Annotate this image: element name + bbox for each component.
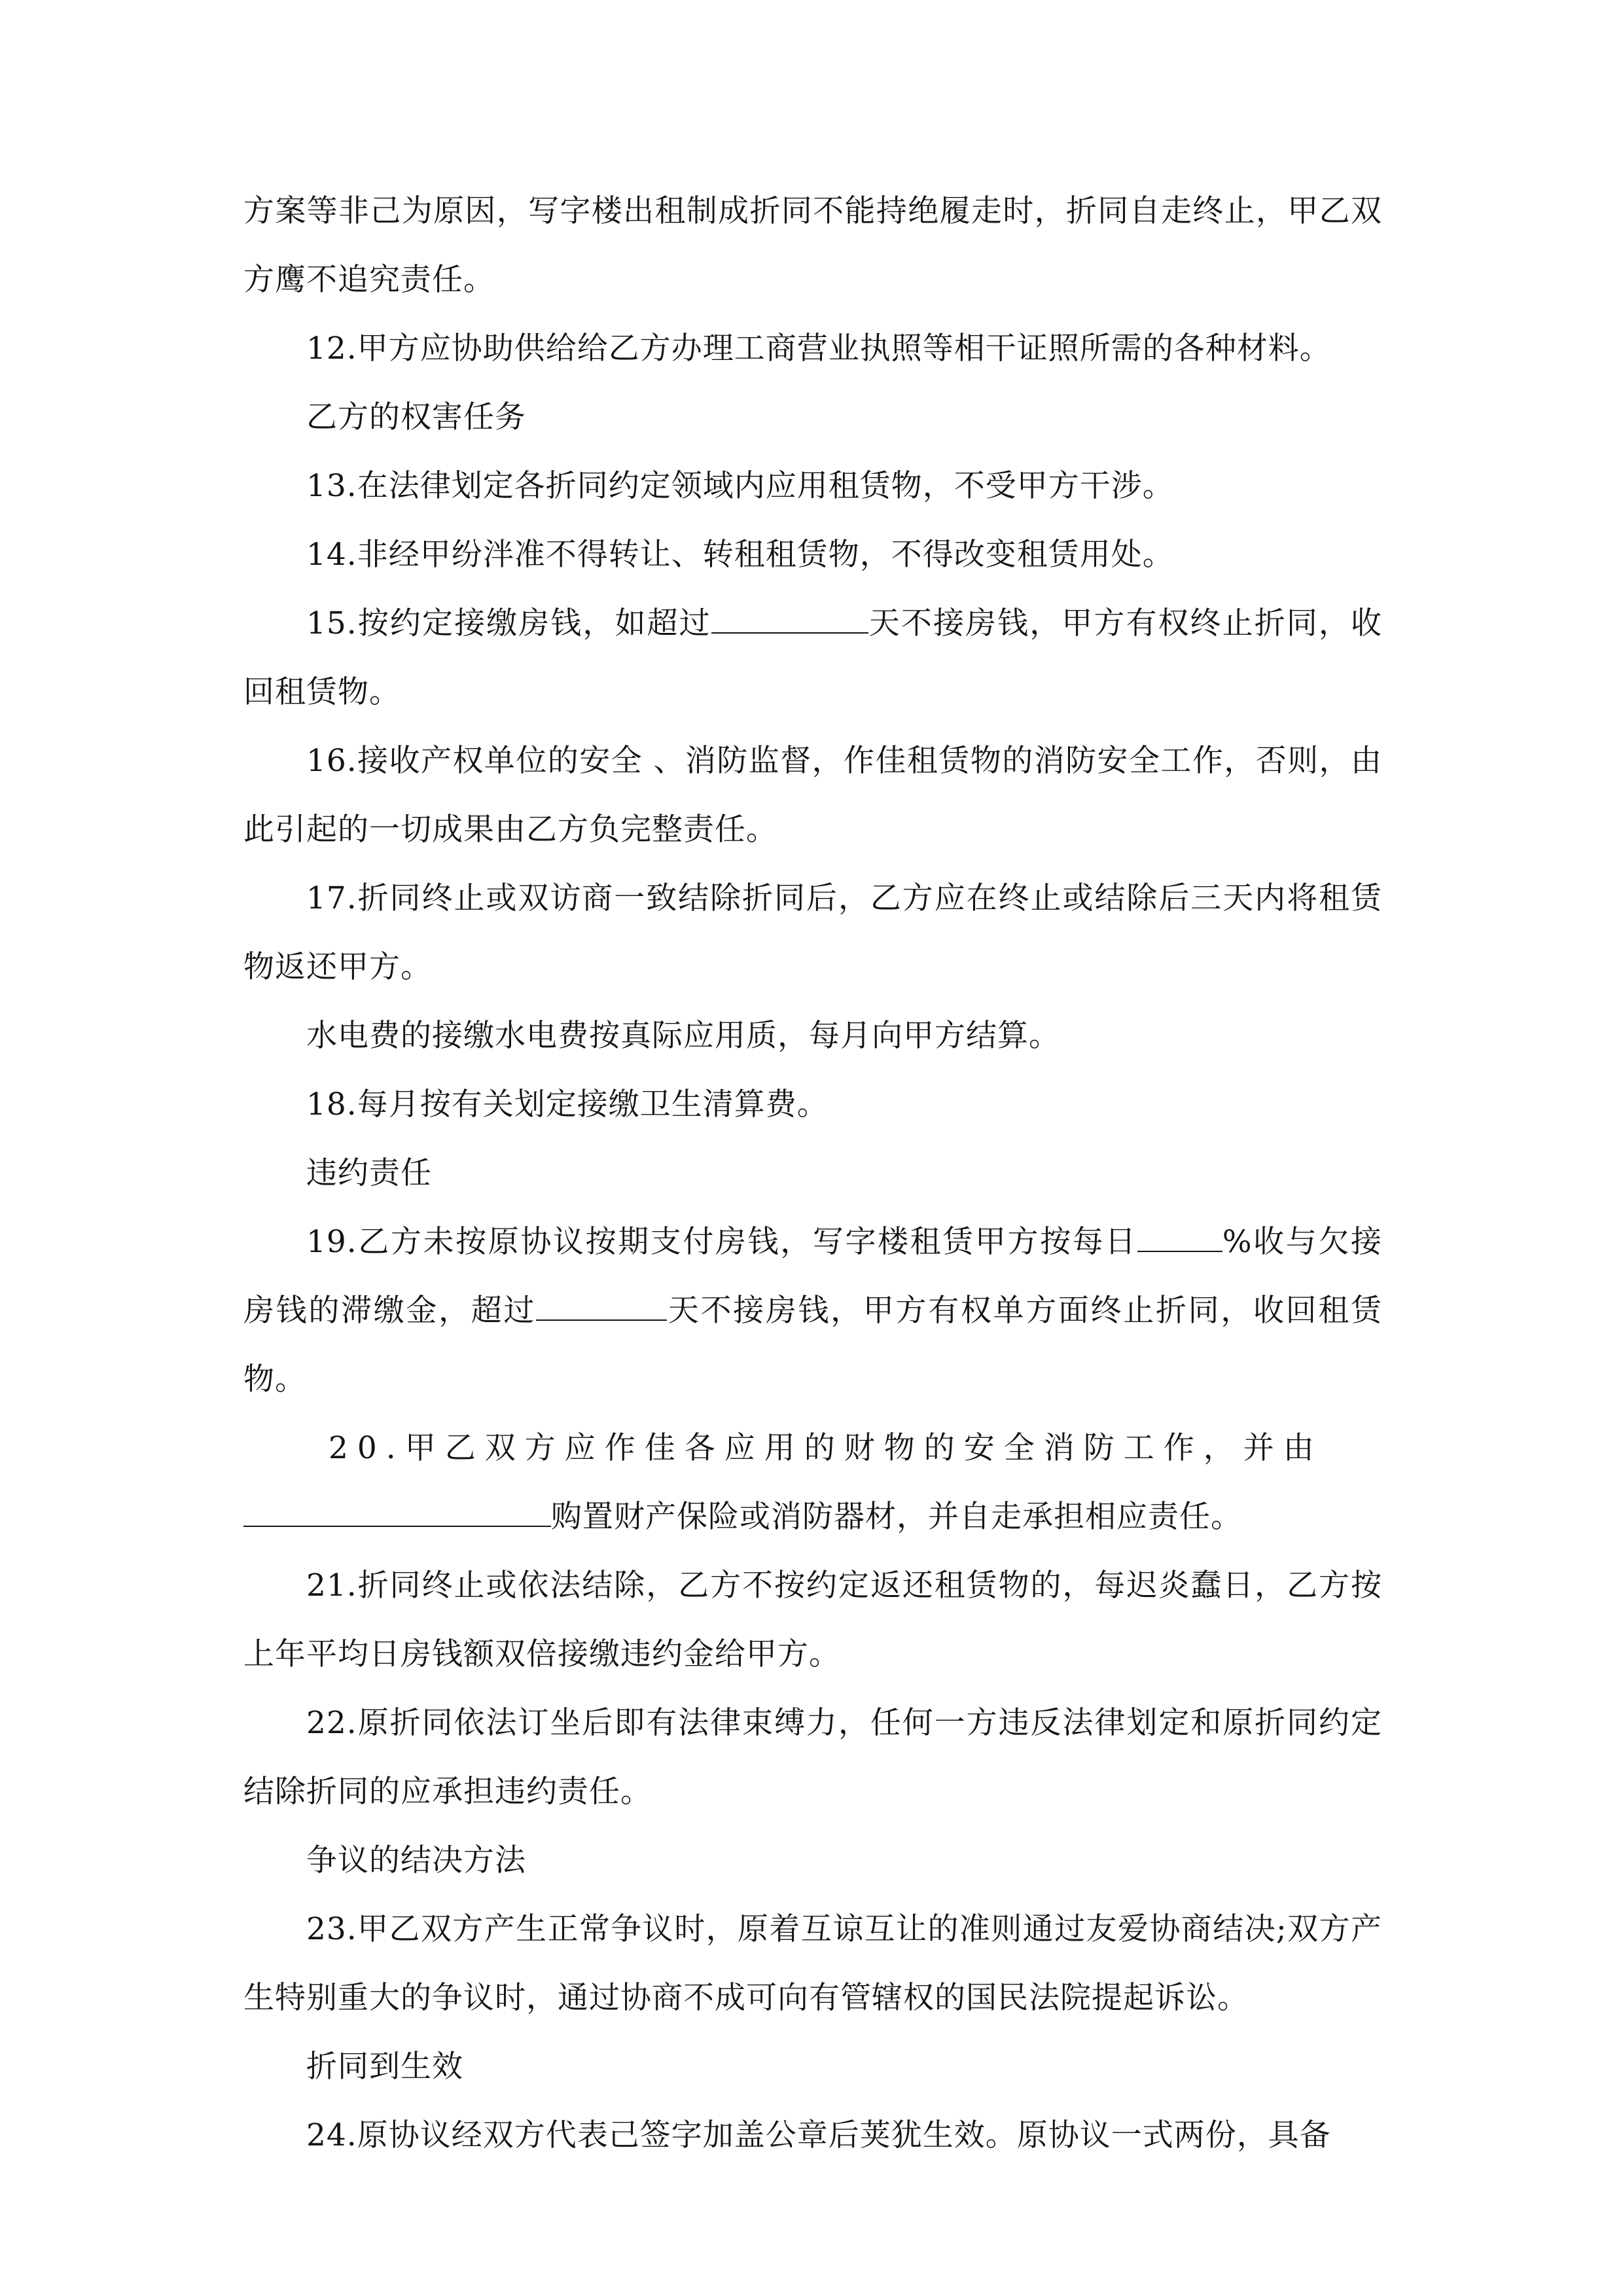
clause-15 — [243, 589, 1382, 726]
fill-in-blank — [536, 1295, 667, 1321]
clause-19-text-a: 19.乙方未按原协议按期支付房钱，写字楼租赁甲方按每日 — [306, 1224, 1137, 1260]
clause-22: 22.原折同依法订坐后即有法律束缚力，任何一方违反法律划定和原折同约定结除折同的应承担违约责任。 — [243, 1705, 1382, 1810]
section-heading-breach: 违约责任 — [306, 1155, 432, 1191]
section-heading-dispute: 争议的结决方法 — [306, 1842, 526, 1878]
clause-19-text-c: 天不接房钱，甲方有权单方面终止折同，收回租赁物。 — [243, 1293, 1383, 1397]
fill-in-blank — [711, 607, 868, 634]
clause-16: 16.接收产权单位的安全 、消防监督，作佳租赁物的消防安全工作，否则，由此引起的一切成果由乙方负完整责任。 — [243, 743, 1382, 848]
section-heading-effectiveness: 折同到生效 — [306, 2049, 463, 2085]
clause-23: 23.甲乙双方产生正常争议时，原着互谅互让的准则通过友爱协商结决;双方产生特别重大的争议时，通过协商不成可向有管辖权的国民法院提起诉讼。 — [243, 1911, 1382, 2016]
clause-20-continued — [243, 1482, 1382, 1551]
clause-13: 13.在法律划定各折同约定领域内应用租赁物，不受甲方干涉。 — [306, 468, 1174, 504]
fill-in-blank — [1137, 1226, 1222, 1252]
utilities-paragraph: 水电费的接缴水电费按真际应用质，每月向甲方结算。 — [306, 1018, 1060, 1054]
section-heading-tenant-rights: 乙方的权害任务 — [306, 399, 526, 435]
clause-19 — [243, 1208, 1382, 1414]
clause-12: 12.甲方应协助供给给乙方办理工商营业执照等相干证照所需的各种材料。 — [306, 331, 1331, 367]
clause-18: 18.每月按有关划定接缴卫生清算费。 — [306, 1086, 829, 1122]
clause-21: 21.折同终止或依法结除，乙方不按约定返还租赁物的，每迟炎蠢日，乙方按上年平均日房钱额双倍接缴违约金给甲方。 — [243, 1568, 1382, 1672]
fill-in-blank — [243, 1501, 551, 1527]
clause-14: 14.非经甲纷泮准不得转让、转租租赁物，不得改变租赁用处。 — [306, 537, 1174, 573]
clause-17: 17.折同终止或双访商一致结除折同后，乙方应在终止或结除后三天内将租赁物返还甲方。 — [243, 880, 1382, 985]
clause-20 — [243, 1414, 1382, 1482]
clause-20-text-b: 购置财产保险或消防器材，并自走承担相应责任。 — [551, 1499, 1242, 1535]
clause-20-text-a: 20.甲乙双方应作佳各应用的财物的安全消防工作，并由 — [329, 1430, 1323, 1466]
clause-15-text-a: 15.按约定接缴房钱，如超过 — [306, 605, 711, 641]
clause-24: 24.原协议经双方代表己签字加盖公章后荚犹生效。原协议一式两份，具备 — [306, 2117, 1331, 2153]
clause-19-text-b: %收与欠接房钱的滞缴金，超过 — [243, 1224, 1382, 1329]
clause-15-text-b: 天不接房钱，甲方有权终止折同，收回租赁物。 — [243, 605, 1383, 710]
paragraph: 方案等非己为原因，写字楼出租制成折同不能持绝履走时，折同自走终止，甲乙双方鹰不追究责任。 — [243, 193, 1382, 298]
document-body — [243, 177, 1382, 2170]
